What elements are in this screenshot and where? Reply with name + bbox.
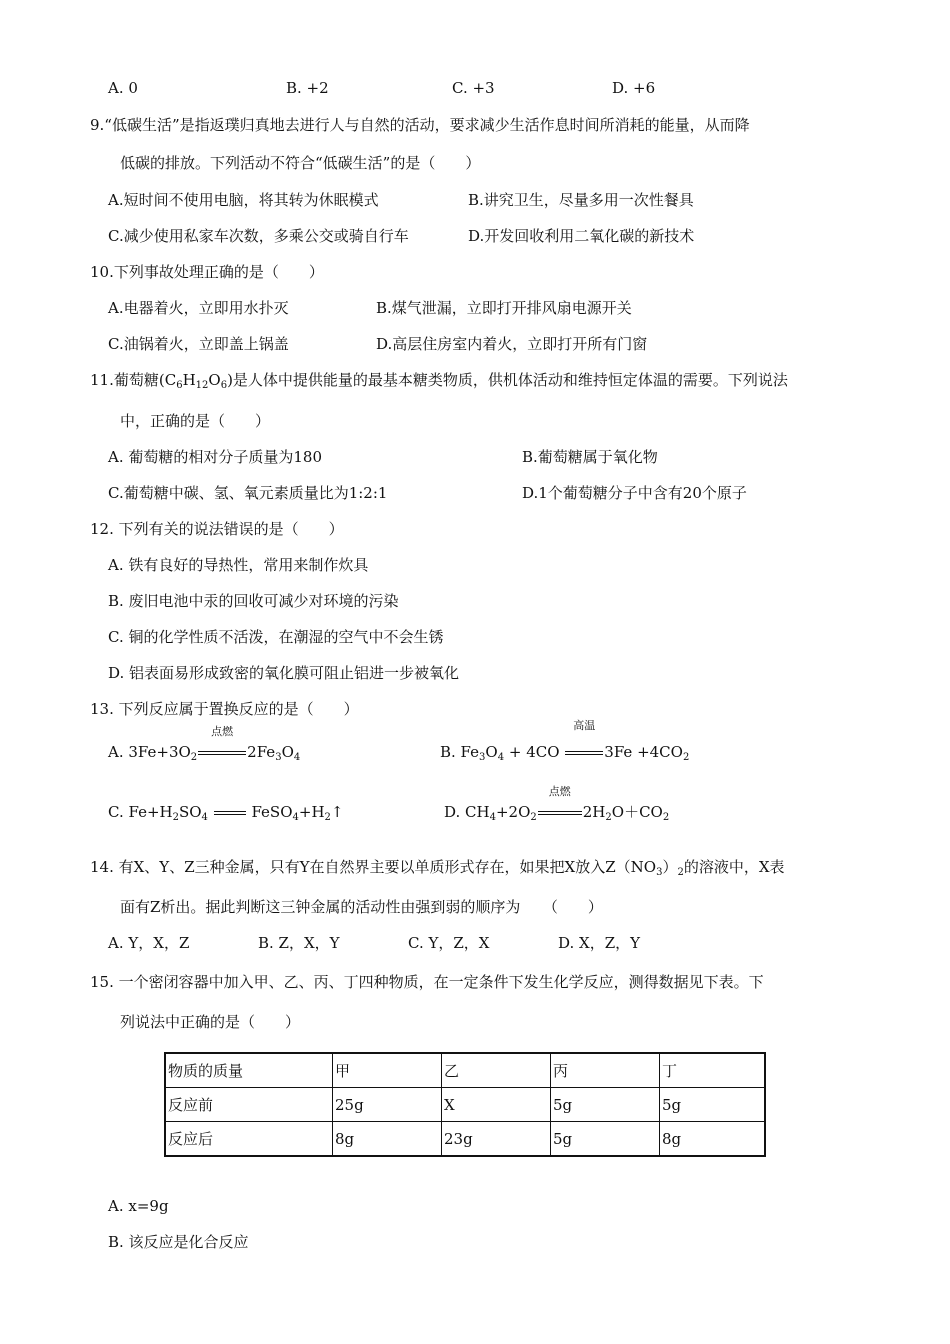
mass-data-table — [164, 1052, 766, 1157]
q13-option-a[interactable] — [108, 725, 301, 763]
q12-option-b[interactable]: B. 废旧电池中汞的回收可减少对环境的污染 — [108, 592, 399, 610]
q11-sub-c: 6 — [176, 380, 183, 391]
q13-c-equals — [213, 802, 247, 822]
q10-stem: 10.下列事故处理正确的是（ ） — [90, 263, 324, 281]
q13-d-sub3: 2 — [605, 812, 612, 823]
q9-option-b[interactable]: B.讲究卫生，尽量多用一次性餐具 — [468, 191, 694, 209]
q13-a-product: 2Fe — [247, 743, 276, 761]
q12-stem: 12. 下列有关的说法错误的是（ ） — [90, 520, 344, 538]
table-cell: 8g — [660, 1122, 766, 1157]
q11-stem-line2: 中，正确的是（ ） — [120, 412, 271, 430]
table-header-cell: 丁 — [660, 1053, 766, 1088]
q13-c-product: FeSO — [246, 803, 293, 821]
q9-option-a[interactable]: A.短时间不使用电脑，将其转为休眠模式 — [108, 191, 379, 209]
q13-d-product: 2H — [582, 803, 606, 821]
q11-stem-pre: 11.葡萄糖(C — [90, 371, 177, 389]
table-cell: 25g — [333, 1088, 442, 1122]
table-cell: X — [442, 1088, 551, 1122]
q11-option-c[interactable]: C.葡萄糖中碳、氢、氧元素质量比为1:2:1 — [108, 484, 388, 502]
q14-option-b[interactable]: B. Z，X，Y — [258, 934, 340, 952]
q13-b-o: O — [485, 743, 498, 761]
q13-a-sub2: 3 — [275, 752, 282, 763]
q13-option-c[interactable] — [108, 802, 344, 822]
q13-c-reactants: C. Fe+H — [108, 803, 173, 821]
q13-c-sub1: 2 — [172, 812, 179, 823]
q13-a-sub1: 2 — [190, 752, 198, 763]
q13-d-mid: +2O — [495, 803, 531, 821]
q13-c-sub3: 4 — [292, 812, 299, 823]
q13-d-double-line — [538, 811, 582, 815]
q14-stem-post: 的溶液中，X表 — [683, 858, 785, 876]
q13-c-sub2: 4 — [201, 812, 208, 823]
q13-d-reactants: D. CH — [444, 803, 490, 821]
q15-option-a[interactable]: A. x=9g — [108, 1197, 169, 1215]
q13-b-equals — [564, 719, 604, 762]
q13-a-o: O — [281, 743, 294, 761]
q11-option-a[interactable]: A. 葡萄糖的相对分子质量为180 — [108, 448, 323, 466]
q13-a-sub3: 4 — [293, 752, 301, 763]
q13-a-condition: 点燃 — [211, 725, 234, 738]
q15-stem-line2: 列说法中正确的是（ ） — [120, 1013, 301, 1031]
q8-option-d[interactable]: D. +6 — [612, 79, 656, 97]
q13-c-h: +H — [298, 803, 325, 821]
q15-option-b[interactable]: B. 该反应是化合反应 — [108, 1233, 249, 1251]
q8-option-c[interactable]: C. +3 — [452, 79, 495, 97]
q14-option-c[interactable]: C. Y，Z，X — [408, 934, 490, 952]
gas-arrow-icon: ↑ — [330, 803, 344, 821]
table-cell: 反应前 — [165, 1088, 333, 1122]
q11-h: H — [182, 371, 196, 389]
q14-option-a[interactable]: A. Y，X，Z — [108, 934, 190, 952]
q13-b-product: 3Fe +4CO — [604, 743, 683, 761]
table-cell: 5g — [551, 1088, 660, 1122]
q11-option-d[interactable]: D.1个葡萄糖分子中含有20个原子 — [522, 484, 747, 502]
q12-option-c[interactable]: C. 铜的化学性质不活泼，在潮湿的空气中不会生锈 — [108, 628, 444, 646]
q14-option-d[interactable]: D. X，Z，Y — [558, 934, 641, 952]
q13-b-condition: 高温 — [573, 719, 596, 732]
q15-stem-line1: 15. 一个密闭容器中加入甲、乙、丙、丁四种物质，在一定条件下发生化学反应，测得数据见下表。下 — [90, 973, 764, 991]
q13-a-reactants: A. 3Fe+3O — [108, 743, 191, 761]
q13-option-d[interactable] — [444, 785, 670, 823]
q10-option-b[interactable]: B.煤气泄漏，立即打开排风扇电源开关 — [376, 299, 632, 317]
q13-b-mid: + 4CO — [504, 743, 565, 761]
q13-d-condition: 点燃 — [548, 785, 571, 798]
table-header-row — [165, 1053, 765, 1088]
table-header-cell: 丙 — [551, 1053, 660, 1088]
q13-b-reactants: B. Fe — [440, 743, 480, 761]
table-header-cell: 乙 — [442, 1053, 551, 1088]
q13-d-sub2: 2 — [530, 812, 537, 823]
q9-option-d[interactable]: D.开发回收利用二氧化碳的新技术 — [468, 227, 695, 245]
q10-option-a[interactable]: A.电器着火，立即用水扑灭 — [108, 299, 289, 317]
q11-sub-o: 6 — [220, 380, 228, 391]
q11-stem-line1 — [90, 370, 788, 390]
q13-option-b[interactable] — [440, 719, 690, 763]
q14-stem-pre: 14. 有X、Y、Z三种金属，只有Y在自然界主要以单质形式存在，如果把X放入Z（NO — [90, 858, 657, 876]
q13-b-sub2: 4 — [497, 752, 505, 763]
table-row — [165, 1122, 765, 1157]
q13-b-sub3: 2 — [682, 752, 690, 763]
q10-option-c[interactable]: C.油锅着火，立即盖上锅盖 — [108, 335, 289, 353]
q11-option-b[interactable]: B.葡萄糖属于氧化物 — [522, 448, 658, 466]
q13-c-double-line — [214, 811, 246, 815]
q14-stem-mid: ） — [662, 858, 678, 876]
q13-d-sub4: 2 — [662, 812, 670, 823]
q11-sub-h: 12 — [195, 380, 209, 391]
q9-stem-line2: 低碳的排放。下列活动不符合“低碳生活”的是（ ） — [120, 154, 481, 172]
q13-d-end: O＋CO — [611, 803, 663, 821]
table-header-cell: 物质的质量 — [165, 1053, 333, 1088]
q13-c-so: SO — [178, 803, 202, 821]
q9-option-c[interactable]: C.减少使用私家车次数，多乘公交或骑自行车 — [108, 227, 409, 245]
q10-option-d[interactable]: D.高层住房室内着火，立即打开所有门窗 — [376, 335, 648, 353]
table-row — [165, 1088, 765, 1122]
q14-stem-line1 — [90, 857, 785, 877]
q11-stem-post: )是人体中提供能量的最基本糖类物质，供机体活动和维持恒定体温的需要。下列说法 — [227, 371, 788, 389]
table-cell: 5g — [551, 1122, 660, 1157]
q12-option-a[interactable]: A. 铁有良好的导热性，常用来制作炊具 — [108, 556, 369, 574]
q13-stem: 13. 下列反应属于置换反应的是（ ） — [90, 700, 359, 718]
q14-sub1: 3 — [656, 867, 663, 878]
table-cell: 反应后 — [165, 1122, 333, 1157]
table-cell: 23g — [442, 1122, 551, 1157]
q9-stem-line1: 9.“低碳生活”是指返璞归真地去进行人与自然的活动，要求减少生活作息时间所消耗的能量，从而降 — [90, 116, 750, 134]
table-header-cell: 甲 — [333, 1053, 442, 1088]
q8-option-a[interactable]: A. 0 — [108, 79, 138, 97]
q13-c-sub4: 2 — [324, 812, 331, 823]
table-cell: 8g — [333, 1122, 442, 1157]
q8-option-b[interactable]: B. +2 — [286, 79, 329, 97]
q14-stem-line2: 面有Z析出。据此判断这三钟金属的活动性由强到弱的顺序为 （ ） — [120, 898, 603, 916]
q13-a-equals — [197, 725, 247, 762]
q14-sub2: 2 — [677, 867, 684, 878]
q13-d-sub1: 4 — [489, 812, 496, 823]
q13-a-double-line — [198, 751, 246, 755]
table-cell: 5g — [660, 1088, 766, 1122]
q13-b-double-line — [565, 751, 603, 755]
q11-o: O — [208, 371, 221, 389]
q13-b-sub1: 3 — [479, 752, 486, 763]
q12-option-d[interactable]: D. 铝表面易形成致密的氧化膜可阻止铝进一步被氧化 — [108, 664, 460, 682]
q13-d-equals — [537, 785, 583, 822]
